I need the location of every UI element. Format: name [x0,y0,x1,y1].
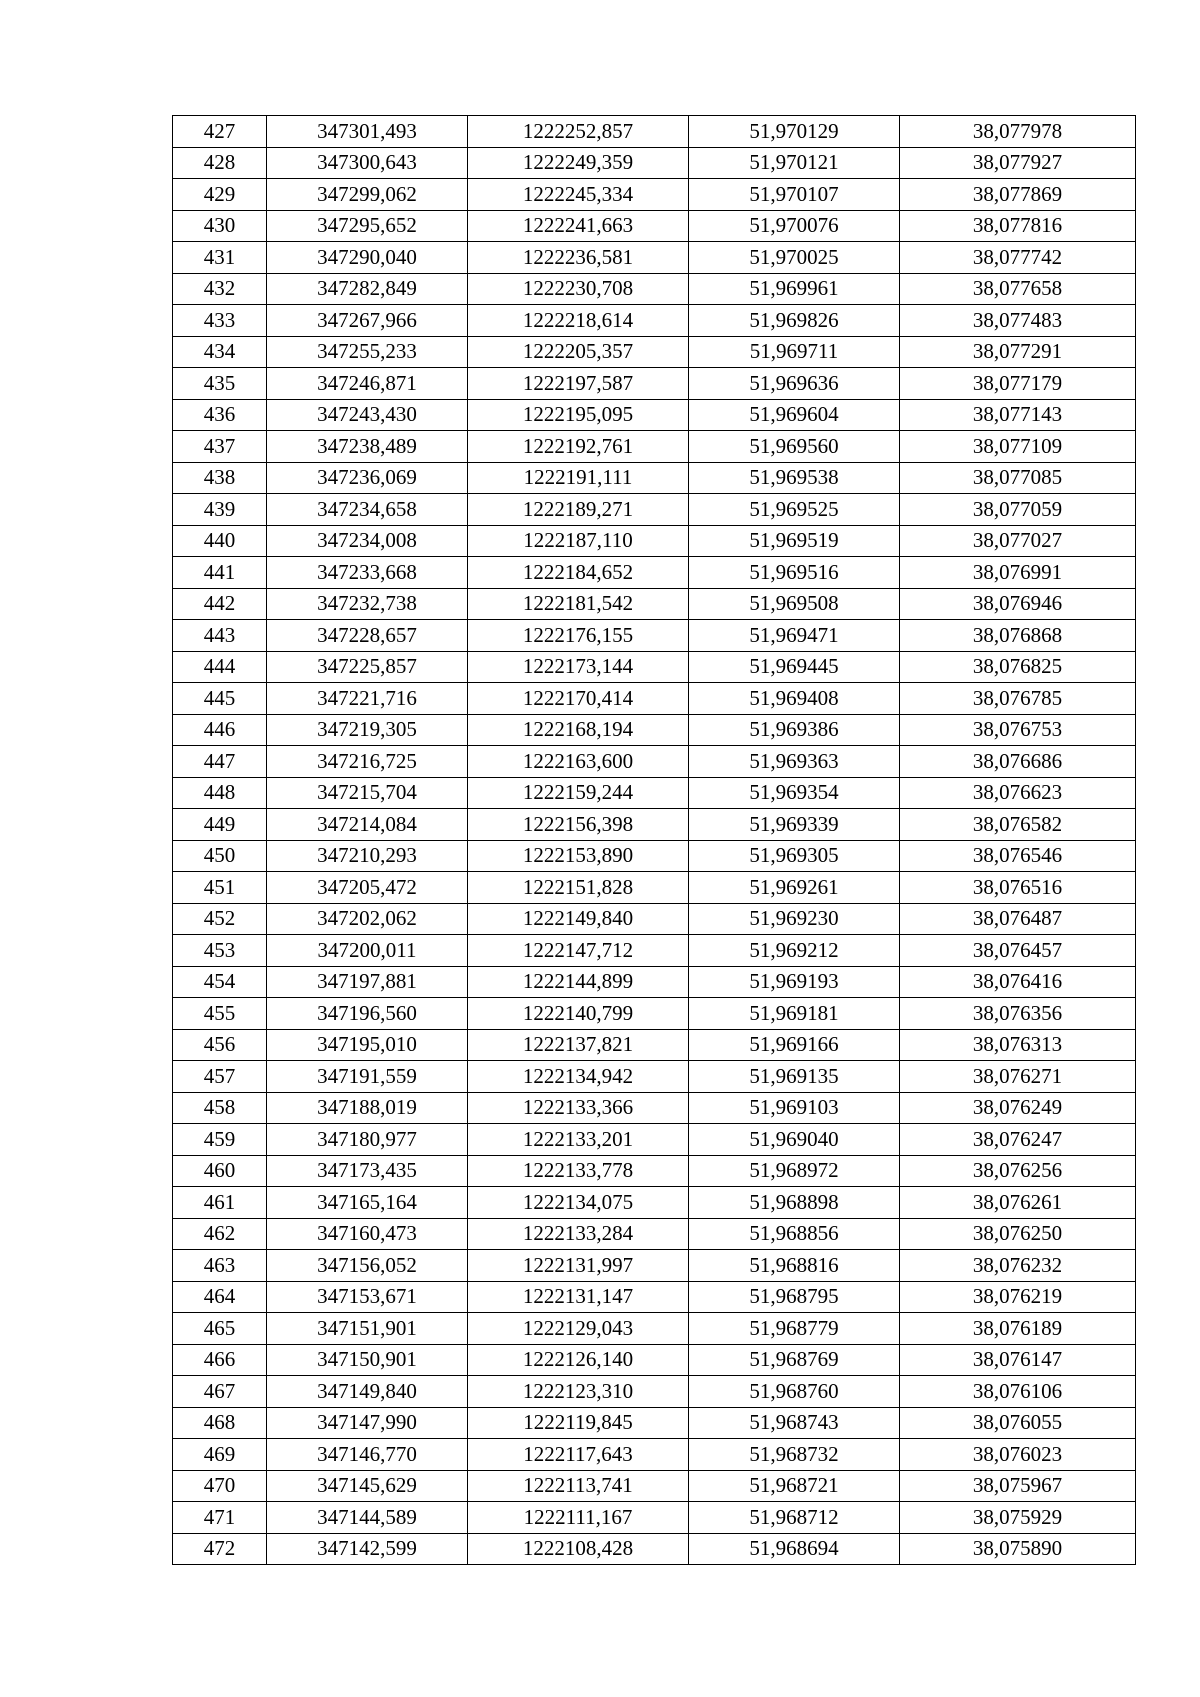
table-row [173,1250,1136,1282]
point-number-cell: 433 [173,305,267,337]
x-coordinate-cell: 347290,040 [267,242,468,274]
longitude-cell: 38,077291 [900,336,1136,368]
latitude-cell: 51,968972 [689,1155,900,1187]
point-number-cell: 439 [173,494,267,526]
y-coordinate-cell: 1222111,167 [468,1502,689,1534]
longitude-cell: 38,076261 [900,1187,1136,1219]
y-coordinate-cell: 1222131,147 [468,1281,689,1313]
table-row [173,305,1136,337]
table-row [173,935,1136,967]
x-coordinate-cell: 347149,840 [267,1376,468,1408]
longitude-cell: 38,076356 [900,998,1136,1030]
x-coordinate-cell: 347295,652 [267,210,468,242]
y-coordinate-cell: 1222133,201 [468,1124,689,1156]
table-row [173,683,1136,715]
latitude-cell: 51,968760 [689,1376,900,1408]
table-row [173,368,1136,400]
x-coordinate-cell: 347180,977 [267,1124,468,1156]
longitude-cell: 38,076516 [900,872,1136,904]
latitude-cell: 51,969508 [689,588,900,620]
table-row [173,777,1136,809]
x-coordinate-cell: 347210,293 [267,840,468,872]
latitude-cell: 51,968769 [689,1344,900,1376]
point-number-cell: 453 [173,935,267,967]
point-number-cell: 456 [173,1029,267,1061]
y-coordinate-cell: 1222218,614 [468,305,689,337]
longitude-cell: 38,076946 [900,588,1136,620]
point-number-cell: 431 [173,242,267,274]
longitude-cell: 38,077059 [900,494,1136,526]
point-number-cell: 464 [173,1281,267,1313]
table-row [173,1029,1136,1061]
latitude-cell: 51,969519 [689,525,900,557]
y-coordinate-cell: 1222134,942 [468,1061,689,1093]
latitude-cell: 51,969636 [689,368,900,400]
y-coordinate-cell: 1222133,366 [468,1092,689,1124]
y-coordinate-cell: 1222131,997 [468,1250,689,1282]
x-coordinate-cell: 347188,019 [267,1092,468,1124]
y-coordinate-cell: 1222195,095 [468,399,689,431]
x-coordinate-cell: 347146,770 [267,1439,468,1471]
x-coordinate-cell: 347228,657 [267,620,468,652]
table-row [173,966,1136,998]
longitude-cell: 38,077742 [900,242,1136,274]
y-coordinate-cell: 1222133,284 [468,1218,689,1250]
point-number-cell: 447 [173,746,267,778]
table-row [173,1313,1136,1345]
table-row [173,210,1136,242]
x-coordinate-cell: 347202,062 [267,903,468,935]
table-row [173,1376,1136,1408]
point-number-cell: 470 [173,1470,267,1502]
longitude-cell: 38,076106 [900,1376,1136,1408]
y-coordinate-cell: 1222134,075 [468,1187,689,1219]
table-row [173,462,1136,494]
table-row [173,1124,1136,1156]
latitude-cell: 51,969305 [689,840,900,872]
latitude-cell: 51,968732 [689,1439,900,1471]
coordinates-table [172,115,1136,1565]
longitude-cell: 38,076256 [900,1155,1136,1187]
x-coordinate-cell: 347200,011 [267,935,468,967]
x-coordinate-cell: 347225,857 [267,651,468,683]
table-row [173,557,1136,589]
x-coordinate-cell: 347151,901 [267,1313,468,1345]
y-coordinate-cell: 1222241,663 [468,210,689,242]
latitude-cell: 51,969212 [689,935,900,967]
table-row [173,1533,1136,1565]
table-row [173,620,1136,652]
latitude-cell: 51,970129 [689,116,900,148]
point-number-cell: 467 [173,1376,267,1408]
table-row [173,1187,1136,1219]
longitude-cell: 38,077816 [900,210,1136,242]
table-row [173,1061,1136,1093]
latitude-cell: 51,969103 [689,1092,900,1124]
point-number-cell: 452 [173,903,267,935]
table-row [173,1470,1136,1502]
table-row [173,1407,1136,1439]
longitude-cell: 38,076487 [900,903,1136,935]
latitude-cell: 51,969354 [689,777,900,809]
table-row [173,746,1136,778]
latitude-cell: 51,968816 [689,1250,900,1282]
x-coordinate-cell: 347221,716 [267,683,468,715]
point-number-cell: 428 [173,147,267,179]
x-coordinate-cell: 347145,629 [267,1470,468,1502]
latitude-cell: 51,968743 [689,1407,900,1439]
point-number-cell: 442 [173,588,267,620]
point-number-cell: 437 [173,431,267,463]
longitude-cell: 38,075967 [900,1470,1136,1502]
latitude-cell: 51,969386 [689,714,900,746]
point-number-cell: 427 [173,116,267,148]
point-number-cell: 441 [173,557,267,589]
x-coordinate-cell: 347165,164 [267,1187,468,1219]
table-row [173,1502,1136,1534]
point-number-cell: 460 [173,1155,267,1187]
x-coordinate-cell: 347205,472 [267,872,468,904]
table-row [173,494,1136,526]
y-coordinate-cell: 1222126,140 [468,1344,689,1376]
longitude-cell: 38,076868 [900,620,1136,652]
table-row [173,1155,1136,1187]
point-number-cell: 458 [173,1092,267,1124]
longitude-cell: 38,076055 [900,1407,1136,1439]
latitude-cell: 51,970025 [689,242,900,274]
latitude-cell: 51,969135 [689,1061,900,1093]
longitude-cell: 38,076232 [900,1250,1136,1282]
y-coordinate-cell: 1222144,899 [468,966,689,998]
table-row [173,336,1136,368]
x-coordinate-cell: 347150,901 [267,1344,468,1376]
latitude-cell: 51,969604 [689,399,900,431]
latitude-cell: 51,969193 [689,966,900,998]
table-row [173,1439,1136,1471]
point-number-cell: 459 [173,1124,267,1156]
x-coordinate-cell: 347267,966 [267,305,468,337]
latitude-cell: 51,970107 [689,179,900,211]
x-coordinate-cell: 347232,738 [267,588,468,620]
y-coordinate-cell: 1222119,845 [468,1407,689,1439]
y-coordinate-cell: 1222205,357 [468,336,689,368]
x-coordinate-cell: 347243,430 [267,399,468,431]
x-coordinate-cell: 347153,671 [267,1281,468,1313]
table-row [173,903,1136,935]
coordinates-table-body [173,116,1136,1565]
table-row [173,273,1136,305]
y-coordinate-cell: 1222236,581 [468,242,689,274]
table-row [173,588,1136,620]
table-row [173,1344,1136,1376]
latitude-cell: 51,969040 [689,1124,900,1156]
x-coordinate-cell: 347234,658 [267,494,468,526]
point-number-cell: 463 [173,1250,267,1282]
y-coordinate-cell: 1222147,712 [468,935,689,967]
x-coordinate-cell: 347233,668 [267,557,468,589]
longitude-cell: 38,077869 [900,179,1136,211]
point-number-cell: 450 [173,840,267,872]
x-coordinate-cell: 347160,473 [267,1218,468,1250]
longitude-cell: 38,077927 [900,147,1136,179]
longitude-cell: 38,076825 [900,651,1136,683]
x-coordinate-cell: 347300,643 [267,147,468,179]
y-coordinate-cell: 1222137,821 [468,1029,689,1061]
x-coordinate-cell: 347173,435 [267,1155,468,1187]
point-number-cell: 440 [173,525,267,557]
x-coordinate-cell: 347282,849 [267,273,468,305]
y-coordinate-cell: 1222181,542 [468,588,689,620]
latitude-cell: 51,968898 [689,1187,900,1219]
y-coordinate-cell: 1222191,111 [468,462,689,494]
table-row [173,1218,1136,1250]
x-coordinate-cell: 347196,560 [267,998,468,1030]
y-coordinate-cell: 1222108,428 [468,1533,689,1565]
y-coordinate-cell: 1222197,587 [468,368,689,400]
x-coordinate-cell: 347216,725 [267,746,468,778]
longitude-cell: 38,076546 [900,840,1136,872]
longitude-cell: 38,077085 [900,462,1136,494]
table-row [173,840,1136,872]
y-coordinate-cell: 1222156,398 [468,809,689,841]
x-coordinate-cell: 347219,305 [267,714,468,746]
y-coordinate-cell: 1222163,600 [468,746,689,778]
longitude-cell: 38,076785 [900,683,1136,715]
longitude-cell: 38,076416 [900,966,1136,998]
longitude-cell: 38,075929 [900,1502,1136,1534]
table-row [173,809,1136,841]
point-number-cell: 432 [173,273,267,305]
longitude-cell: 38,076189 [900,1313,1136,1345]
y-coordinate-cell: 1222117,643 [468,1439,689,1471]
y-coordinate-cell: 1222123,310 [468,1376,689,1408]
latitude-cell: 51,969538 [689,462,900,494]
longitude-cell: 38,076753 [900,714,1136,746]
latitude-cell: 51,970121 [689,147,900,179]
point-number-cell: 466 [173,1344,267,1376]
table-row [173,651,1136,683]
longitude-cell: 38,077658 [900,273,1136,305]
latitude-cell: 51,969181 [689,998,900,1030]
y-coordinate-cell: 1222149,840 [468,903,689,935]
point-number-cell: 472 [173,1533,267,1565]
latitude-cell: 51,968779 [689,1313,900,1345]
x-coordinate-cell: 347299,062 [267,179,468,211]
longitude-cell: 38,076219 [900,1281,1136,1313]
x-coordinate-cell: 347147,990 [267,1407,468,1439]
point-number-cell: 434 [173,336,267,368]
x-coordinate-cell: 347214,084 [267,809,468,841]
y-coordinate-cell: 1222153,890 [468,840,689,872]
latitude-cell: 51,969339 [689,809,900,841]
y-coordinate-cell: 1222151,828 [468,872,689,904]
latitude-cell: 51,969471 [689,620,900,652]
latitude-cell: 51,969525 [689,494,900,526]
longitude-cell: 38,077143 [900,399,1136,431]
y-coordinate-cell: 1222245,334 [468,179,689,211]
table-row [173,1281,1136,1313]
table-row [173,525,1136,557]
x-coordinate-cell: 347238,489 [267,431,468,463]
latitude-cell: 51,969711 [689,336,900,368]
y-coordinate-cell: 1222189,271 [468,494,689,526]
y-coordinate-cell: 1222184,652 [468,557,689,589]
table-row [173,147,1136,179]
table-row [173,998,1136,1030]
longitude-cell: 38,077027 [900,525,1136,557]
latitude-cell: 51,969230 [689,903,900,935]
point-number-cell: 457 [173,1061,267,1093]
latitude-cell: 51,970076 [689,210,900,242]
longitude-cell: 38,076457 [900,935,1136,967]
latitude-cell: 51,969826 [689,305,900,337]
point-number-cell: 443 [173,620,267,652]
x-coordinate-cell: 347234,008 [267,525,468,557]
table-row [173,1092,1136,1124]
latitude-cell: 51,969166 [689,1029,900,1061]
point-number-cell: 469 [173,1439,267,1471]
point-number-cell: 462 [173,1218,267,1250]
latitude-cell: 51,969261 [689,872,900,904]
table-row [173,431,1136,463]
point-number-cell: 471 [173,1502,267,1534]
longitude-cell: 38,076313 [900,1029,1136,1061]
longitude-cell: 38,077179 [900,368,1136,400]
y-coordinate-cell: 1222249,359 [468,147,689,179]
point-number-cell: 465 [173,1313,267,1345]
latitude-cell: 51,968712 [689,1502,900,1534]
latitude-cell: 51,969408 [689,683,900,715]
latitude-cell: 51,968694 [689,1533,900,1565]
point-number-cell: 448 [173,777,267,809]
longitude-cell: 38,076271 [900,1061,1136,1093]
table-row [173,714,1136,746]
latitude-cell: 51,969560 [689,431,900,463]
x-coordinate-cell: 347156,052 [267,1250,468,1282]
point-number-cell: 444 [173,651,267,683]
y-coordinate-cell: 1222187,110 [468,525,689,557]
longitude-cell: 38,077483 [900,305,1136,337]
point-number-cell: 435 [173,368,267,400]
latitude-cell: 51,969445 [689,651,900,683]
y-coordinate-cell: 1222140,799 [468,998,689,1030]
latitude-cell: 51,969516 [689,557,900,589]
latitude-cell: 51,968856 [689,1218,900,1250]
latitude-cell: 51,969363 [689,746,900,778]
y-coordinate-cell: 1222173,144 [468,651,689,683]
longitude-cell: 38,077109 [900,431,1136,463]
y-coordinate-cell: 1222176,155 [468,620,689,652]
y-coordinate-cell: 1222170,414 [468,683,689,715]
latitude-cell: 51,969961 [689,273,900,305]
table-row [173,242,1136,274]
point-number-cell: 446 [173,714,267,746]
point-number-cell: 449 [173,809,267,841]
y-coordinate-cell: 1222133,778 [468,1155,689,1187]
y-coordinate-cell: 1222113,741 [468,1470,689,1502]
latitude-cell: 51,968721 [689,1470,900,1502]
table-row [173,179,1136,211]
longitude-cell: 38,076023 [900,1439,1136,1471]
y-coordinate-cell: 1222230,708 [468,273,689,305]
point-number-cell: 455 [173,998,267,1030]
x-coordinate-cell: 347236,069 [267,462,468,494]
point-number-cell: 451 [173,872,267,904]
y-coordinate-cell: 1222129,043 [468,1313,689,1345]
longitude-cell: 38,076249 [900,1092,1136,1124]
point-number-cell: 438 [173,462,267,494]
x-coordinate-cell: 347215,704 [267,777,468,809]
point-number-cell: 461 [173,1187,267,1219]
latitude-cell: 51,968795 [689,1281,900,1313]
y-coordinate-cell: 1222192,761 [468,431,689,463]
y-coordinate-cell: 1222168,194 [468,714,689,746]
x-coordinate-cell: 347144,589 [267,1502,468,1534]
x-coordinate-cell: 347191,559 [267,1061,468,1093]
longitude-cell: 38,076247 [900,1124,1136,1156]
point-number-cell: 454 [173,966,267,998]
y-coordinate-cell: 1222252,857 [468,116,689,148]
longitude-cell: 38,076991 [900,557,1136,589]
longitude-cell: 38,076623 [900,777,1136,809]
x-coordinate-cell: 347301,493 [267,116,468,148]
y-coordinate-cell: 1222159,244 [468,777,689,809]
point-number-cell: 429 [173,179,267,211]
point-number-cell: 445 [173,683,267,715]
point-number-cell: 468 [173,1407,267,1439]
x-coordinate-cell: 347197,881 [267,966,468,998]
longitude-cell: 38,077978 [900,116,1136,148]
table-row [173,116,1136,148]
point-number-cell: 436 [173,399,267,431]
longitude-cell: 38,076250 [900,1218,1136,1250]
point-number-cell: 430 [173,210,267,242]
table-row [173,399,1136,431]
longitude-cell: 38,076686 [900,746,1136,778]
table-row [173,872,1136,904]
longitude-cell: 38,076582 [900,809,1136,841]
longitude-cell: 38,076147 [900,1344,1136,1376]
x-coordinate-cell: 347142,599 [267,1533,468,1565]
x-coordinate-cell: 347195,010 [267,1029,468,1061]
x-coordinate-cell: 347246,871 [267,368,468,400]
x-coordinate-cell: 347255,233 [267,336,468,368]
longitude-cell: 38,075890 [900,1533,1136,1565]
